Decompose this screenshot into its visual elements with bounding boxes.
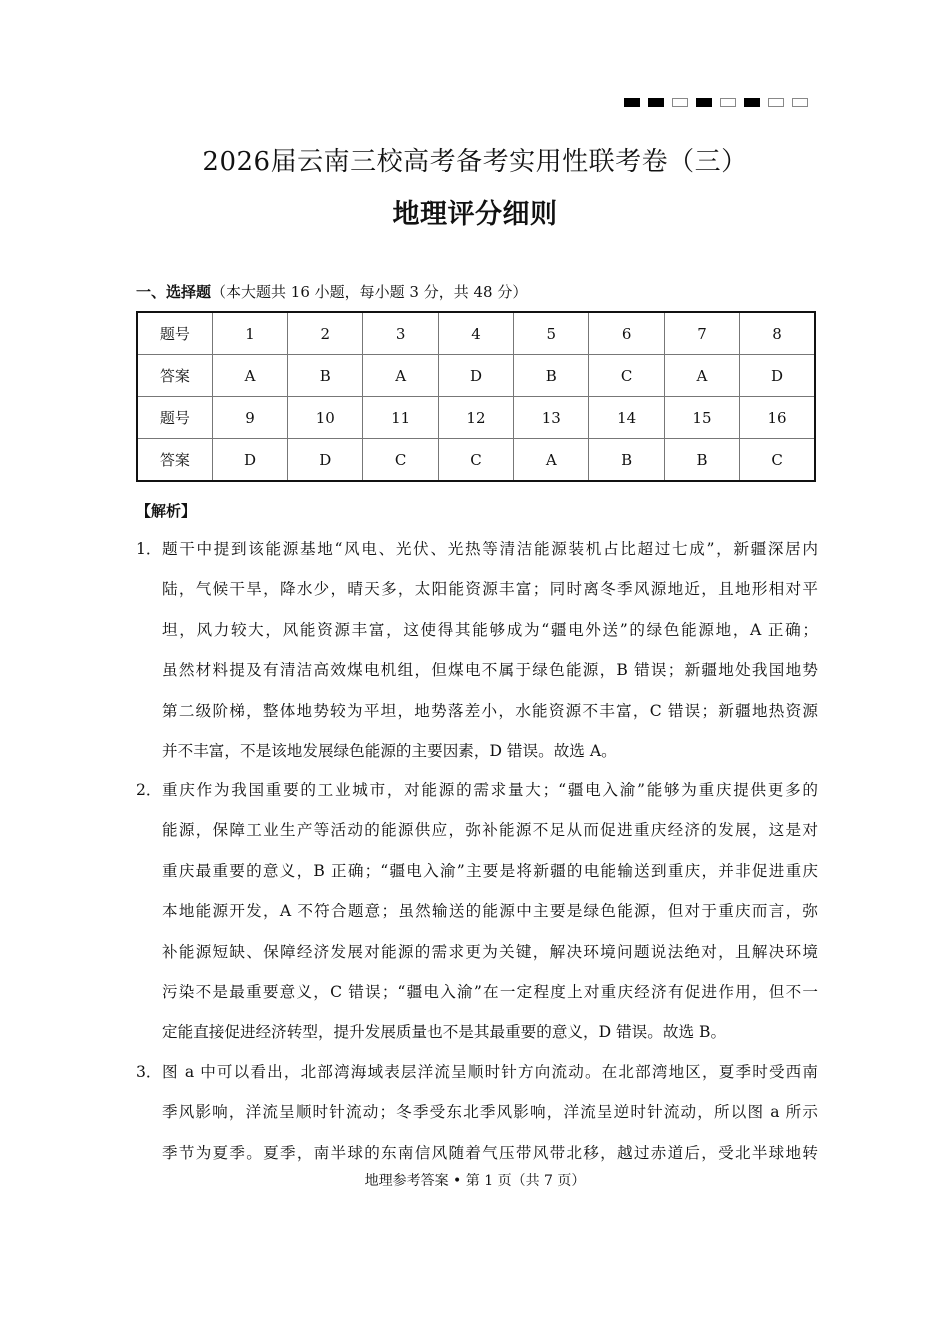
table-cell: 12 [438,397,513,439]
table-cell: B [288,355,363,397]
table-cell: 10 [288,397,363,439]
table-cell: D [288,439,363,482]
text-line: 第二级阶梯，整体地势较为平坦，地势落差小，水能资源不丰富，C 错误；新疆地热资源 [162,701,818,720]
row-label: 答案 [137,439,212,482]
section-heading-note: （本大题共 16 小题，每小题 3 分，共 48 分） [211,283,528,301]
table-cell: D [740,355,815,397]
text-line: 图 a 中可以看出，北部湾海域表层洋流呈顺时针方向流动。在北部湾地区，夏季时受西南 [162,1063,818,1081]
empty-square-icon [768,98,784,107]
analysis-item-2 [136,770,818,1053]
table-cell: C [589,355,664,397]
text-line: 虽然材料提及有清洁高效煤电机组，但煤电不属于绿色能源，B 错误；新疆地处我国地势 [162,661,818,680]
text-line: 坦，风力较大，风能资源丰富，这使得其能够成为“疆电外送”的绿色能源地，A 正确； [162,620,818,639]
section-heading-label: 一、选择题 [136,283,212,301]
row-label: 题号 [137,312,212,355]
filled-square-icon [648,98,664,107]
table-cell: C [363,439,438,482]
table-row [137,355,815,397]
row-label: 答案 [137,355,212,397]
analysis-label: 【解析】 [136,502,197,520]
filled-square-icon [744,98,760,107]
empty-square-icon [672,98,688,107]
table-cell: 15 [664,397,739,439]
table-cell: D [212,439,287,482]
analysis-item-3 [136,1052,818,1173]
table-cell: 16 [740,397,815,439]
table-cell: C [740,439,815,482]
table-cell: 11 [363,397,438,439]
item-number: 3． [136,1063,162,1081]
section-heading-choice [136,281,527,302]
table-cell: 4 [438,312,513,355]
text-line: 并不丰富，不是该地发展绿色能源的主要因素，D 错误。故选 A。 [162,742,617,761]
item-number: 1． [136,540,162,558]
table-cell: A [212,355,287,397]
table-cell: 5 [514,312,589,355]
row-label: 题号 [137,397,212,439]
text-line: 季风影响，洋流呈顺时针流动；冬季受东北季风影响，洋流呈逆时针流动，所以图 a 所示 [162,1103,818,1122]
text-line: 本地能源开发，A 不符合题意；虽然输送的能源中主要是绿色能源，但对于重庆而言，弥 [162,902,818,921]
table-row [137,439,815,482]
table-row [137,397,815,439]
text-line: 重庆作为我国重要的工业城市，对能源的需求量大；“疆电入渝”能够为重庆提供更多的 [162,781,818,799]
empty-square-icon [792,98,808,107]
table-cell: 8 [740,312,815,355]
filled-square-icon [696,98,712,107]
table-cell: 9 [212,397,287,439]
table-cell: 1 [212,312,287,355]
text-line: 重庆最重要的意义，B 正确；“疆电入渝”主要是将新疆的电能输送到重庆，并非促进重庆 [162,861,818,880]
table-cell: A [514,439,589,482]
table-cell: 14 [589,397,664,439]
page-footer: 地理参考答案 • 第 1 页（共 7 页） [364,1173,586,1189]
analysis-item-1 [136,529,818,771]
text-line: 题干中提到该能源基地“风电、光伏、光热等清洁能源装机占比超过七成”，新疆深居内 [162,540,818,558]
table-cell: 3 [363,312,438,355]
answer-table [136,311,816,482]
table-cell: 2 [288,312,363,355]
text-line: 陆，气候干旱，降水少，晴天多，太阳能资源丰富；同时离冬季风源地近，且地形相对平 [162,580,818,599]
text-line: 能源，保障工业生产等活动的能源供应，弥补能源不足从而促进重庆经济的发展，这是对 [162,821,818,840]
document-title: 2026届云南三校高考备考实用性联考卷（三） [202,147,748,177]
table-cell: C [438,439,513,482]
table-cell: D [438,355,513,397]
table-cell: 7 [664,312,739,355]
table-cell: B [664,439,739,482]
filled-square-icon [624,98,640,107]
text-line: 污染不是最重要意义，C 错误；“疆电入渝”在一定程度上对重庆经济有促进作用，但不一 [162,983,818,1002]
page-marker-strip [624,98,808,107]
empty-square-icon [720,98,736,107]
document-subtitle: 地理评分细则 [392,199,558,230]
item-number: 2． [136,781,162,799]
text-line: 季节为夏季。夏季，南半球的东南信风随着气压带风带北移，越过赤道后，受北半球地转 [162,1143,818,1162]
table-cell: A [664,355,739,397]
text-line: 补能源短缺、保障经济发展对能源的需求更为关键，解决环境问题说法绝对，且解决环境 [162,942,818,961]
table-cell: B [589,439,664,482]
table-cell: 6 [589,312,664,355]
table-row [137,312,815,355]
table-cell: 13 [514,397,589,439]
table-cell: A [363,355,438,397]
text-line: 定能直接促进经济转型，提升发展质量也不是其最重要的意义，D 错误。故选 B。 [162,1023,727,1042]
table-cell: B [514,355,589,397]
